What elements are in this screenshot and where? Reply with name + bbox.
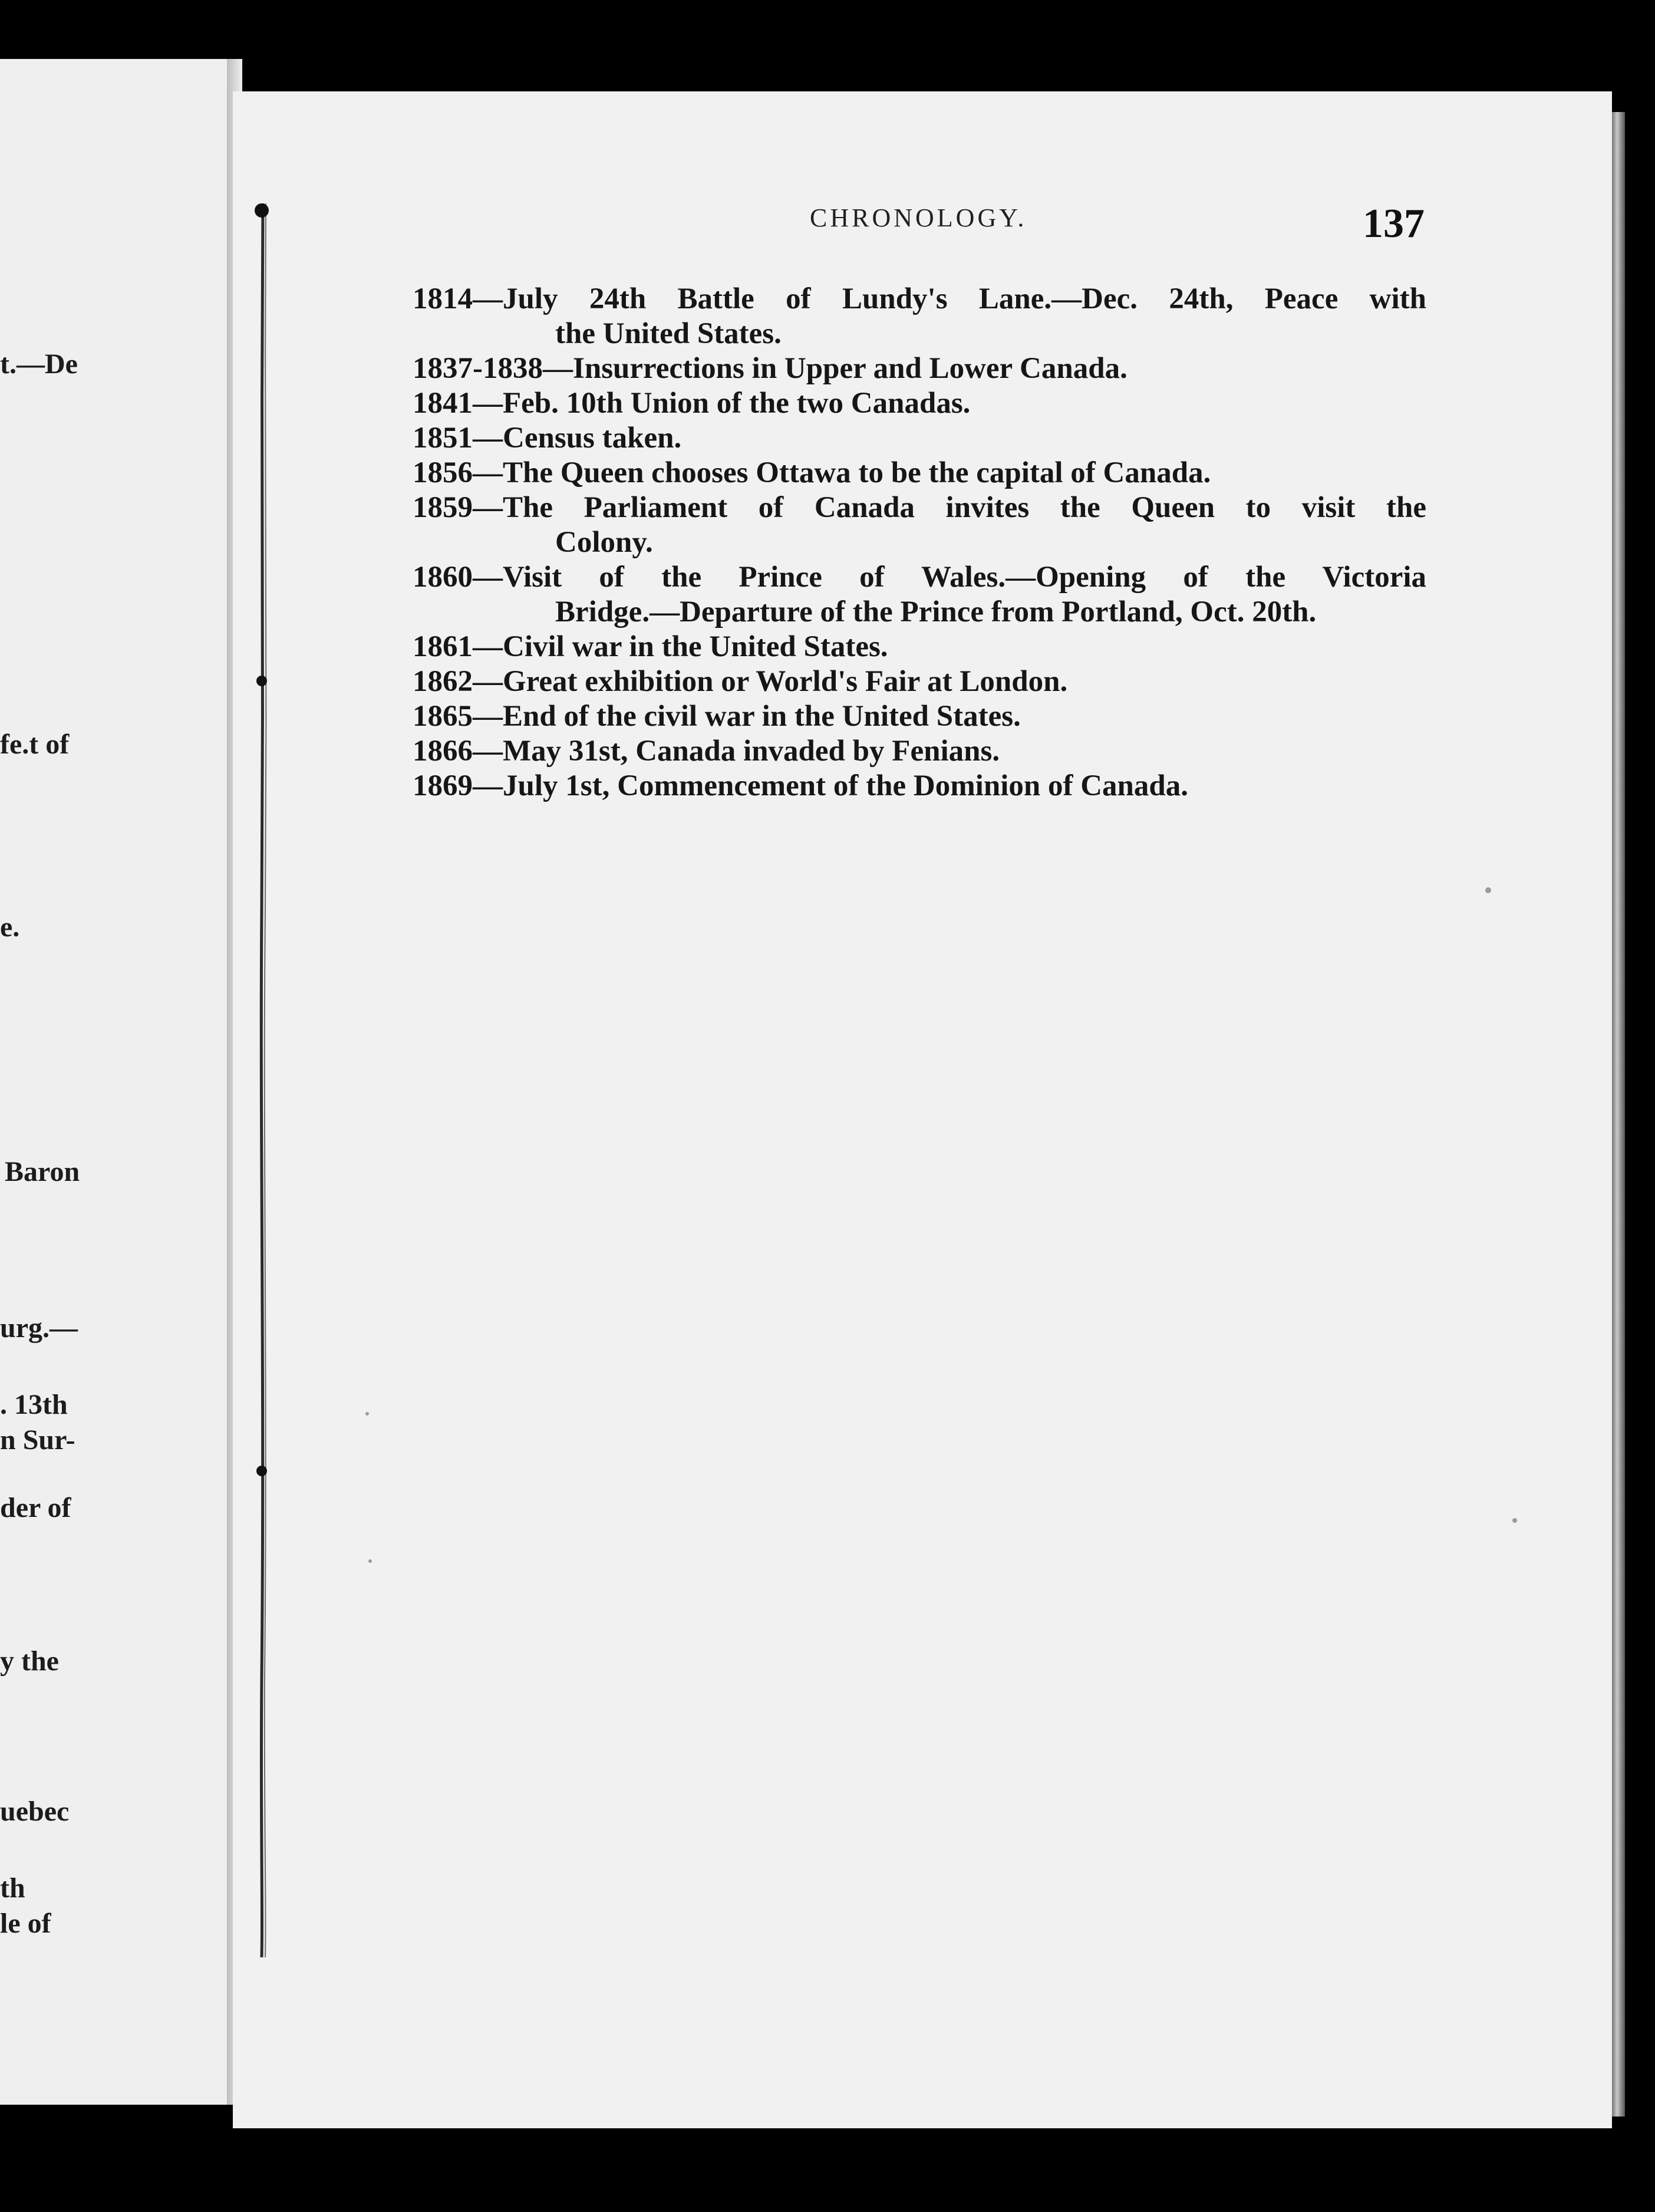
scan-speck (368, 1559, 372, 1563)
entry-first-line (413, 560, 1426, 595)
entry-year: 1866 (413, 735, 473, 768)
entry-dash: — (473, 282, 503, 315)
left-page-fragment: e. (0, 911, 20, 943)
entry-text: Census taken. (503, 422, 682, 455)
entry-body (413, 491, 1426, 560)
entry-first-line (413, 421, 1426, 456)
chronology-list (413, 282, 1426, 804)
entry-year: 1837-1838 (413, 352, 543, 385)
left-page-fragment: le of (0, 1908, 51, 1939)
entry-text: Visit of the Prince of Wales.—Opening of the Victoria (503, 561, 1426, 594)
chronology-entry (413, 386, 1426, 421)
entry-body (413, 456, 1426, 491)
entry-year: 1861 (413, 630, 473, 663)
chronology-entry (413, 351, 1426, 386)
entry-year: 1841 (413, 387, 473, 420)
entry-body (413, 351, 1426, 386)
page-edge (1612, 112, 1625, 2116)
entry-text: Insurrections in Upper and Lower Canada. (572, 352, 1127, 385)
chronology-entry (413, 282, 1426, 351)
chronology-entry (413, 699, 1426, 734)
chronology-entry (413, 630, 1426, 664)
entry-dash: — (473, 422, 503, 455)
previous-page (0, 59, 233, 2105)
chronology-entry (413, 664, 1426, 699)
entry-first-line (413, 699, 1426, 734)
chronology-entry (413, 560, 1426, 630)
entry-dash: — (473, 665, 503, 698)
entry-first-line (413, 664, 1426, 699)
entry-first-line (413, 282, 1426, 317)
entry-continuation: the United States. (555, 317, 782, 350)
entry-body (413, 734, 1426, 769)
entry-body (413, 630, 1426, 664)
entry-first-line (413, 491, 1426, 525)
entry-dash: — (473, 700, 503, 733)
entry-year: 1859 (413, 491, 473, 524)
left-page-fragment: n Sur- (0, 1424, 75, 1456)
entry-dash: — (473, 735, 503, 768)
entry-first-line (413, 769, 1426, 804)
left-page-fragment: fe.t of (0, 729, 70, 760)
entry-dash: — (473, 769, 503, 802)
entry-body (413, 386, 1426, 421)
entry-text: End of the civil war in the United States. (503, 700, 1021, 733)
binding-thread (262, 203, 265, 1954)
entry-year: 1851 (413, 422, 473, 455)
left-page-fragment: th (0, 1872, 25, 1904)
left-page-fragment: der of (0, 1492, 71, 1523)
running-head: CHRONOLOGY. (810, 203, 1027, 232)
left-page-fragment: t.—De (0, 348, 78, 380)
entry-text: The Parliament of Canada invites the Queen to visit the (503, 491, 1426, 524)
entry-text: Feb. 10th Union of the two Canadas. (503, 387, 971, 420)
entry-first-line (413, 386, 1426, 421)
entry-first-line (413, 734, 1426, 769)
entry-body (413, 664, 1426, 699)
scan-speck (1485, 887, 1491, 893)
entry-text: July 1st, Commencement of the Dominion of Canada. (503, 769, 1189, 802)
entry-dash: — (473, 387, 503, 420)
scan-speck (1512, 1518, 1517, 1523)
entry-continuation: Colony. (555, 526, 653, 559)
entry-first-line (413, 456, 1426, 491)
entry-year: 1814 (413, 282, 473, 315)
entry-text: The Queen chooses Ottawa to be the capital of Canada. (503, 456, 1211, 489)
entry-text: Civil war in the United States. (503, 630, 888, 663)
entry-dash: — (473, 561, 503, 594)
left-page-fragment: urg.— (0, 1312, 78, 1344)
left-page-fragment: uebec (0, 1796, 70, 1827)
entry-year: 1856 (413, 456, 473, 489)
entry-text: July 24th Battle of Lundy's Lane.—Dec. 24th, Peace with (503, 282, 1426, 315)
entry-year: 1860 (413, 561, 473, 594)
entry-body (413, 560, 1426, 630)
chronology-entry (413, 734, 1426, 769)
entry-year: 1865 (413, 700, 473, 733)
entry-year: 1869 (413, 769, 473, 802)
entry-dash: — (542, 352, 573, 385)
chronology-entry (413, 421, 1426, 456)
entry-body (413, 421, 1426, 456)
entry-first-line (413, 351, 1426, 386)
left-page-fragment: y the (0, 1645, 59, 1677)
entry-continuation: Bridge.—Departure of the Prince from Portland, Oct. 20th. (555, 595, 1317, 628)
page-number: 137 (1363, 201, 1425, 246)
scan-speck (365, 1412, 369, 1416)
entry-dash: — (473, 491, 503, 524)
entry-text: Great exhibition or World's Fair at London. (503, 665, 1068, 698)
chronology-entry (413, 769, 1426, 804)
entry-year: 1862 (413, 665, 473, 698)
entry-dash: — (473, 456, 503, 489)
entry-first-line (413, 630, 1426, 664)
entry-body (413, 282, 1426, 351)
entry-body (413, 769, 1426, 804)
entry-dash: — (473, 630, 503, 663)
chronology-entry (413, 456, 1426, 491)
entry-body (413, 699, 1426, 734)
chronology-entry (413, 491, 1426, 560)
left-page-fragment: . 13th (0, 1389, 68, 1420)
left-page-fragment: Baron (5, 1156, 80, 1187)
entry-text: May 31st, Canada invaded by Fenians. (503, 735, 1000, 768)
